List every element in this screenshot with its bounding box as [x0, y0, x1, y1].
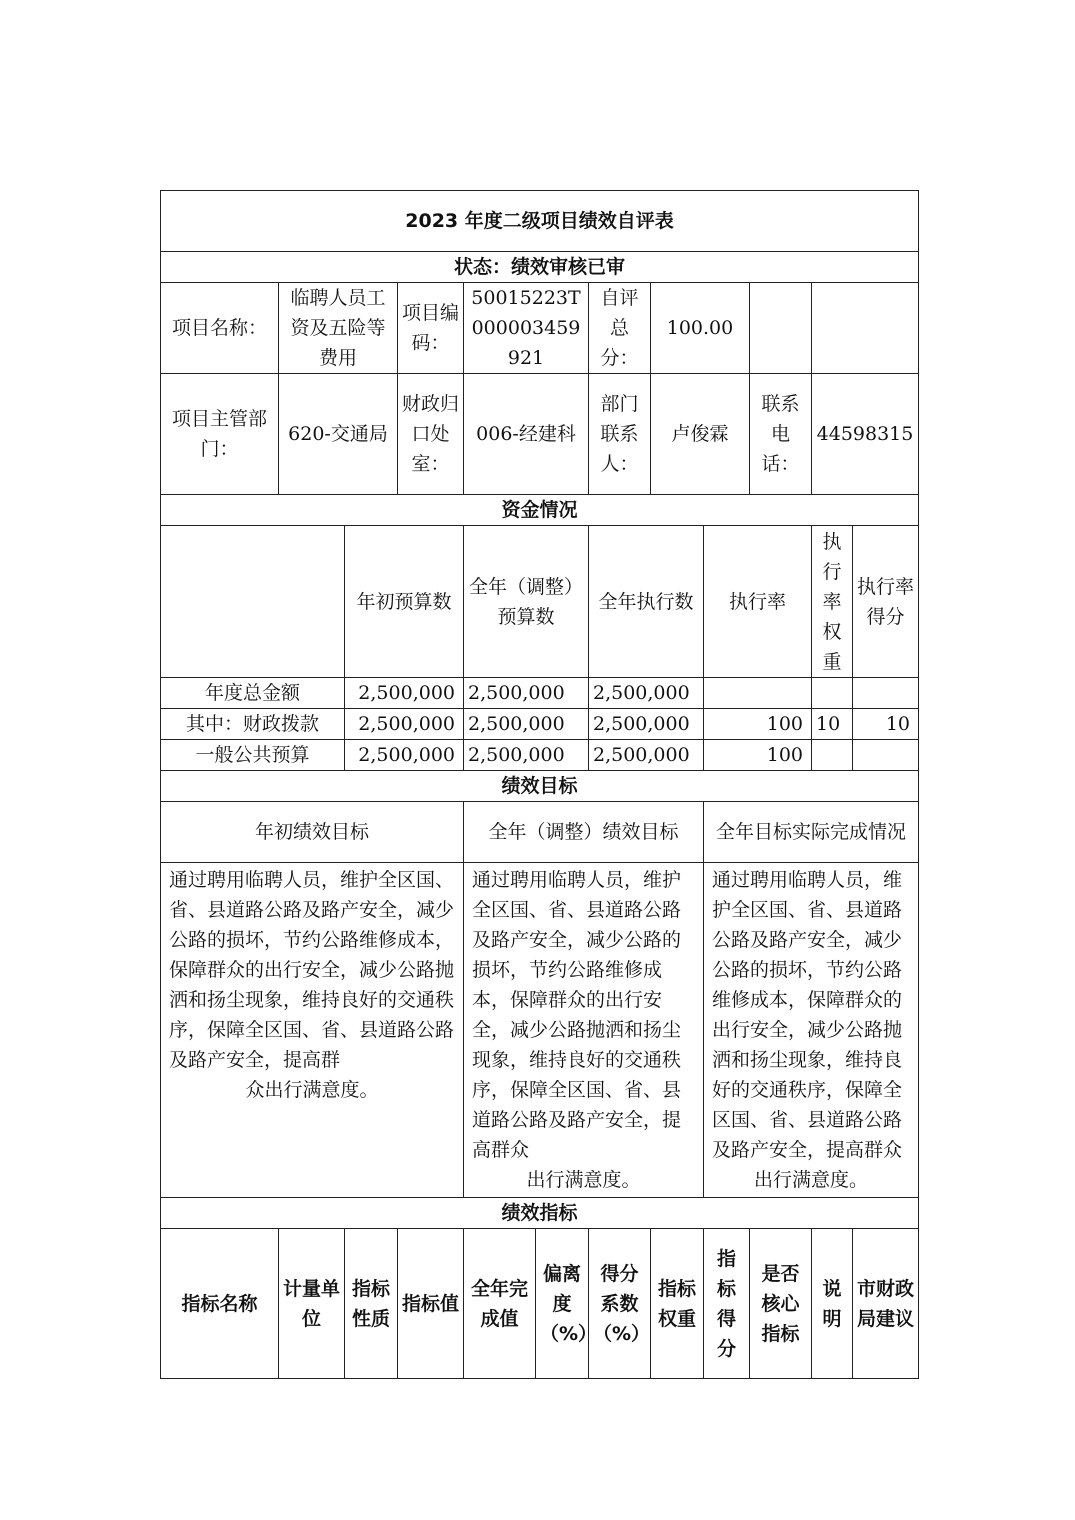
funds-header-initial: 年初预算数: [345, 526, 464, 678]
goals-header-actual: 全年目标实际完成情况: [704, 802, 919, 863]
funds-row-rate: 100: [704, 740, 812, 771]
funds-row-executed: 2,500,000: [589, 740, 704, 771]
funds-row-label: 其中：财政拨款: [161, 709, 345, 740]
funds-row-weight: [812, 740, 853, 771]
indicator-header-weight: 指标权重: [651, 1229, 704, 1379]
funds-corner-cell: [161, 526, 345, 678]
funds-section-title: 资金情况: [161, 495, 919, 526]
goal-adjusted-text: [464, 863, 704, 1198]
funds-row-adjusted: 2,500,000: [464, 740, 589, 771]
goal-actual-text: [704, 863, 919, 1198]
funds-row-adjusted: 2,500,000: [464, 678, 589, 709]
project-code-value: 50015223T000003459921: [464, 283, 589, 374]
dept-value: 620-交通局: [279, 374, 398, 495]
funds-row-initial: 2,500,000: [345, 740, 464, 771]
funds-header-adjusted: 全年（调整）预算数: [464, 526, 589, 678]
form-title: 2023 年度二级项目绩效自评表: [161, 191, 919, 252]
funds-row-executed: 2,500,000: [589, 709, 704, 740]
indicator-header-name: 指标名称: [161, 1229, 279, 1379]
funds-row-initial: 2,500,000: [345, 678, 464, 709]
indicator-header-advice: 市财政局建议: [853, 1229, 919, 1379]
funds-header-rate: 执行率: [704, 526, 812, 678]
goals-header-initial: 年初绩效目标: [161, 802, 464, 863]
self-score-value: 100.00: [651, 283, 750, 374]
funds-row-rate: [704, 678, 812, 709]
funds-row-adjusted: 2,500,000: [464, 709, 589, 740]
self-evaluation-form: [160, 190, 918, 1379]
form-table: [160, 190, 919, 1379]
indicator-header-unit: 计量单位: [279, 1229, 345, 1379]
goal-initial-text: [161, 863, 464, 1198]
finance-office-value: 006-经建科: [464, 374, 589, 495]
funds-row-executed: 2,500,000: [589, 678, 704, 709]
funds-row-weight: [812, 678, 853, 709]
funds-header-score: 执行率得分: [853, 526, 919, 678]
indicator-header-value: 指标值: [398, 1229, 464, 1379]
goal-adjusted-tail: 出行满意度。: [526, 1169, 641, 1191]
project-name-value: 临聘人员工资及五险等费用: [279, 283, 398, 374]
finance-office-label: 财政归口处室：: [398, 374, 464, 495]
goal-actual-body: 通过聘用临聘人员，维护全区国、省、县道路公路及路产安全，减少公路的损坏，节约公路维修成本，保障群众的出行安全，减少公路抛洒和扬尘现象，维持良好的交通秩序，保障全区国、省、县道路公路及路产安全，提高群众: [712, 869, 903, 1161]
phone-label: 联系电话：: [750, 374, 812, 495]
indicator-header-note: 说明: [812, 1229, 853, 1379]
self-score-label: 自评总分：: [589, 283, 651, 374]
goals-section-title: 绩效目标: [161, 771, 919, 802]
dept-contact-label: 部门联系人：: [589, 374, 651, 495]
indicator-header-nature: 指标性质: [345, 1229, 398, 1379]
status-text: 状态：绩效审核已审: [161, 252, 919, 283]
indicator-header-score: 指标得分: [704, 1229, 750, 1379]
empty-cell: [812, 283, 919, 374]
goal-actual-tail: 出行满意度。: [753, 1169, 868, 1191]
funds-header-weight: 执行率权重: [812, 526, 853, 678]
funds-row-label: 年度总金额: [161, 678, 345, 709]
empty-cell: [750, 283, 812, 374]
indicator-header-core: 是否核心指标: [750, 1229, 812, 1379]
goal-adjusted-body: 通过聘用临聘人员，维护全区国、省、县道路公路及路产安全，减少公路的损坏，节约公路维修成本，保障群众的出行安全，减少公路抛洒和扬尘现象，维持良好的交通秩序，保障全区国、省、县道路公路及路产安全，提高群众: [472, 869, 682, 1161]
dept-label: 项目主管部门：: [161, 374, 279, 495]
goals-header-adjusted: 全年（调整）绩效目标: [464, 802, 704, 863]
indicator-header-deviation: 偏离度（%）: [536, 1229, 589, 1379]
dept-contact-value: 卢俊霖: [651, 374, 750, 495]
phone-value: 44598315: [812, 374, 919, 495]
funds-row-weight: 10: [812, 709, 853, 740]
funds-row-score: [853, 740, 919, 771]
indicator-header-coefficient: 得分系数（%）: [589, 1229, 651, 1379]
indicators-section-title: 绩效指标: [161, 1198, 919, 1229]
goal-initial-body: 通过聘用临聘人员，维护全区国、省、县道路公路及路产安全，减少公路的损坏，节约公路维修成本，保障群众的出行安全，减少公路抛洒和扬尘现象，维持良好的交通秩序，保障全区国、省、县道路公路及路产安全，提高群: [169, 869, 455, 1071]
funds-row-score: [853, 678, 919, 709]
goal-initial-tail: 众出行满意度。: [245, 1079, 379, 1101]
funds-header-executed: 全年执行数: [589, 526, 704, 678]
funds-row-score: 10: [853, 709, 919, 740]
funds-row-rate: 100: [704, 709, 812, 740]
funds-row-label: 一般公共预算: [161, 740, 345, 771]
funds-row-initial: 2,500,000: [345, 709, 464, 740]
indicator-header-completed: 全年完成值: [464, 1229, 536, 1379]
project-code-label: 项目编码：: [398, 283, 464, 374]
project-name-label: 项目名称：: [161, 283, 279, 374]
